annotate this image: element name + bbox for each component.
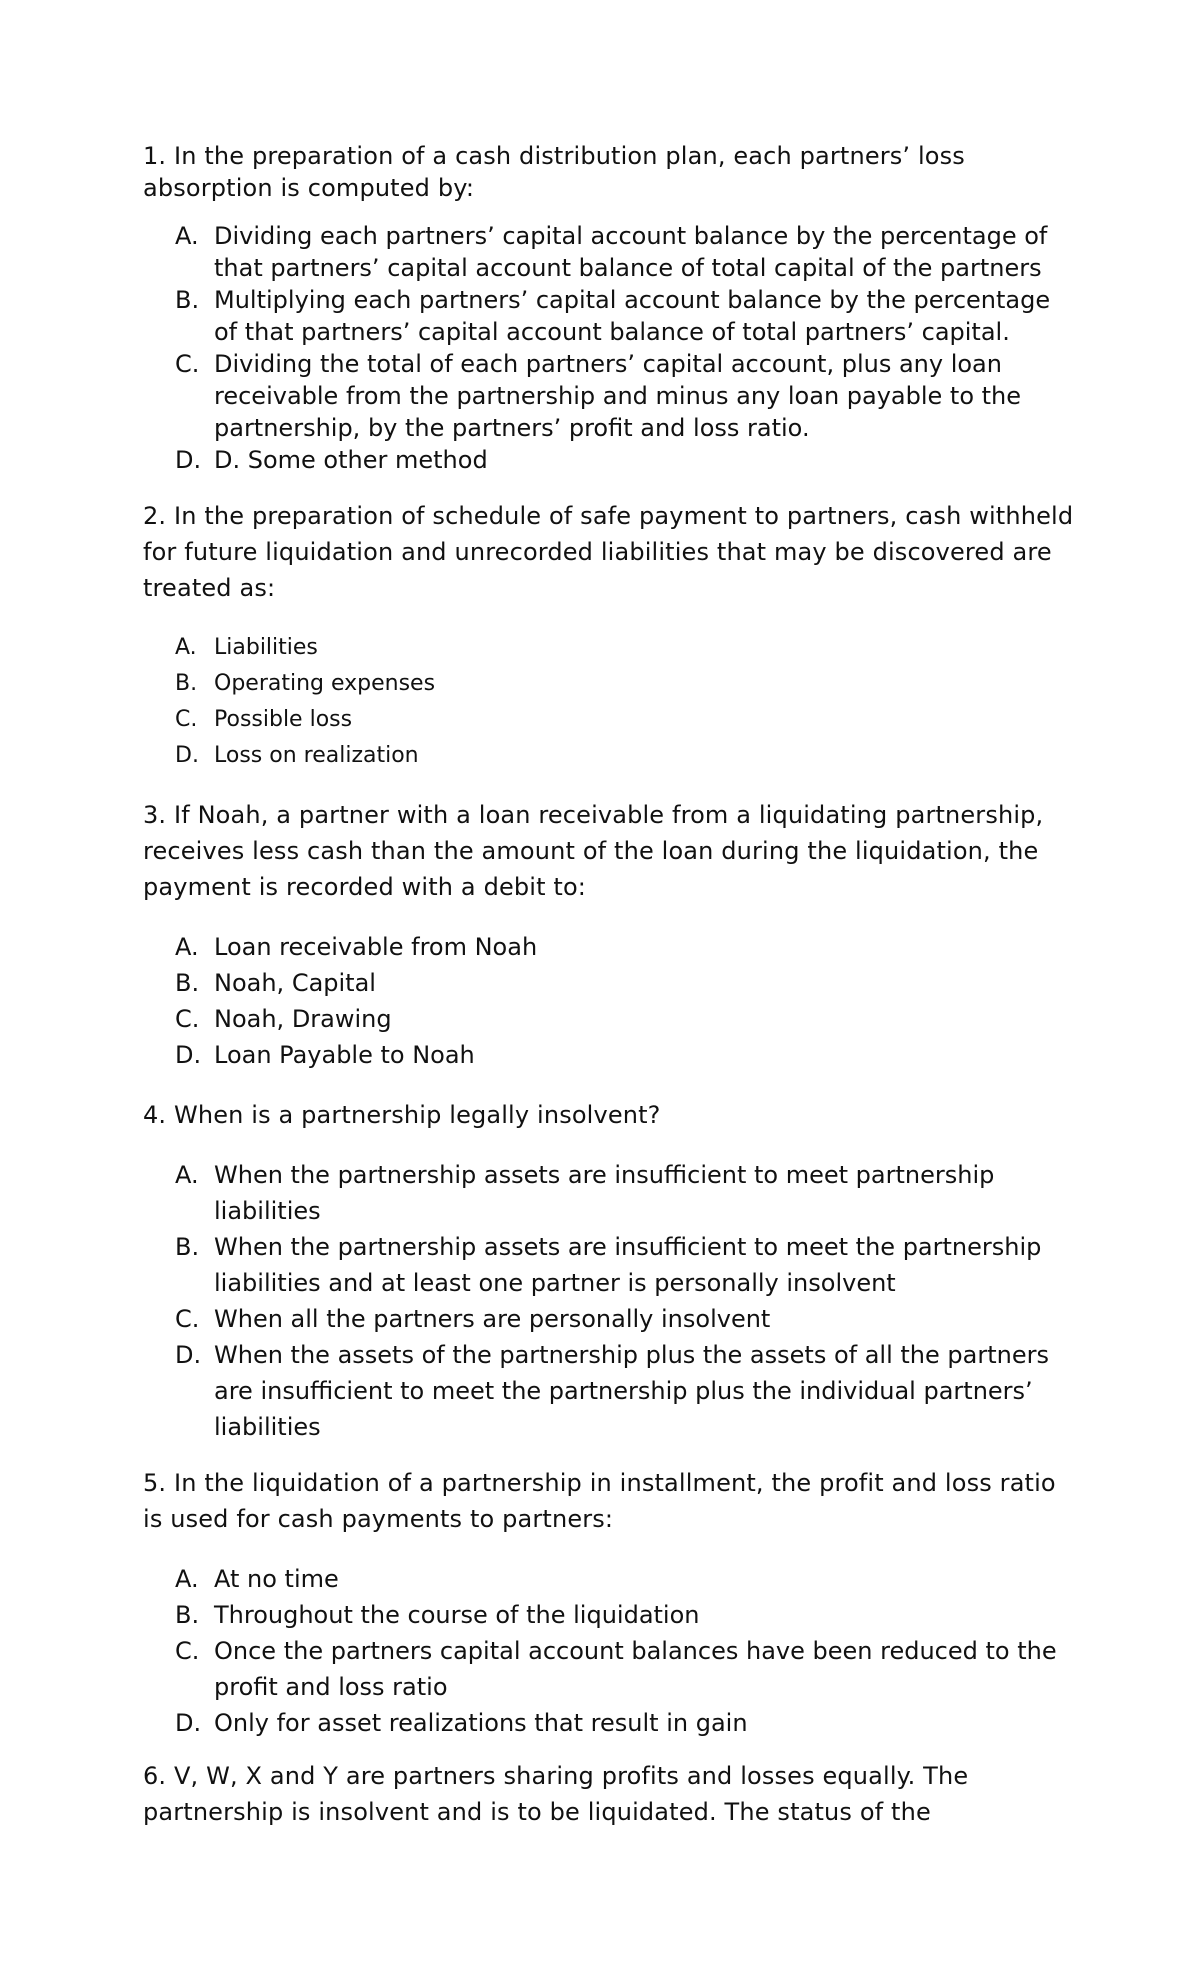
option-letter: A.: [175, 1565, 199, 1593]
option-text: Operating expenses: [214, 671, 436, 696]
option-text: D. Some other method: [214, 446, 488, 474]
option-letter: C.: [175, 1305, 200, 1333]
option-text: At no time: [214, 1565, 339, 1593]
option-text: Loan receivable from Noah: [214, 933, 538, 961]
question-2-option-a: [175, 630, 1080, 666]
option-letter: B.: [175, 1233, 200, 1261]
option-letter: C.: [175, 350, 200, 378]
question-6-text: 6. V, W, X and Y are partners sharing profits and losses equally. The partnership is insolvent and is to be liquidated. The status of the: [143, 1762, 969, 1826]
option-letter: D.: [175, 1709, 202, 1737]
question-5-option-b: [175, 1597, 1080, 1633]
question-1-option-d: [175, 444, 1080, 476]
option-text: When all the partners are personally insolvent: [214, 1305, 771, 1333]
option-letter: B.: [175, 286, 200, 314]
option-text: Noah, Drawing: [214, 1005, 392, 1033]
option-letter: C.: [175, 1637, 200, 1665]
question-5-option-c: [175, 1633, 1080, 1705]
option-letter: A.: [175, 933, 199, 961]
option-text: Noah, Capital: [214, 969, 376, 997]
question-1-option-a: [175, 220, 1080, 284]
question-3-option-c: [175, 1001, 1080, 1037]
option-letter: B.: [175, 969, 200, 997]
question-1-option-b: [175, 284, 1080, 348]
question-2-options: [175, 630, 1080, 774]
question-3-option-d: [175, 1037, 1080, 1073]
question-2-option-d: [175, 738, 1080, 774]
question-4-option-c: [175, 1301, 1080, 1337]
option-letter: A.: [175, 222, 199, 250]
option-letter: C.: [175, 707, 198, 732]
question-2-text: 2. In the preparation of schedule of safe payment to partners, cash withheld for future liquidation and unrecorded liabilities that may be discovered are treated as:: [143, 502, 1074, 602]
option-letter: D.: [175, 1341, 202, 1369]
question-3-text: 3. If Noah, a partner with a loan receivable from a liquidating partnership, receives less cash than the amount of the loan during the liquidation, the payment is recorded with a debit to:: [143, 801, 1044, 901]
option-text: When the assets of the partnership plus the assets of all the partners are insufficient to meet the partnership plus the individual partners’ liabilities: [214, 1341, 1049, 1441]
question-2-option-b: [175, 666, 1080, 702]
option-text: Possible loss: [214, 707, 353, 732]
option-letter: A.: [175, 1161, 199, 1189]
question-2-option-c: [175, 702, 1080, 738]
question-4-text: 4. When is a partnership legally insolvent?: [143, 1101, 661, 1129]
option-letter: B.: [175, 1601, 200, 1629]
question-5-options: [175, 1561, 1080, 1741]
question-5-option-d: [175, 1705, 1080, 1741]
option-text: When the partnership assets are insufficient to meet the partnership liabilities and at least one partner is personally insolvent: [214, 1233, 1042, 1297]
option-text: When the partnership assets are insufficient to meet partnership liabilities: [214, 1161, 995, 1225]
option-letter: D.: [175, 446, 202, 474]
question-1-text: 1. In the preparation of a cash distribution plan, each partners’ loss absorption is computed by:: [143, 142, 965, 202]
question-5-text: 5. In the liquidation of a partnership in installment, the profit and loss ratio is used for cash payments to partners:: [143, 1469, 1056, 1533]
question-4-option-d: [175, 1337, 1080, 1445]
option-text: Throughout the course of the liquidation: [214, 1601, 700, 1629]
question-4-option-b: [175, 1229, 1080, 1301]
question-3-option-b: [175, 965, 1080, 1001]
option-letter: D.: [175, 1041, 202, 1069]
question-4-options: [175, 1157, 1080, 1445]
option-letter: B.: [175, 671, 198, 696]
question-1-options: [175, 220, 1080, 476]
question-5-option-a: [175, 1561, 1080, 1597]
question-4-option-a: [175, 1157, 1080, 1229]
option-letter: A.: [175, 635, 197, 660]
option-text: Dividing the total of each partners’ capital account, plus any loan receivable from the partnership and minus any loan payable to the partnership, by the partners’ profit and loss ratio.: [214, 350, 1022, 442]
option-text: Loan Payable to Noah: [214, 1041, 475, 1069]
option-letter: D.: [175, 743, 199, 768]
option-text: Dividing each partners’ capital account balance by the percentage of that partners’ capital account balance of total capital of the partners: [214, 222, 1048, 282]
option-text: Only for asset realizations that result in gain: [214, 1709, 748, 1737]
question-1-option-c: [175, 348, 1080, 444]
option-letter: C.: [175, 1005, 200, 1033]
option-text: Liabilities: [214, 635, 318, 660]
question-3-option-a: [175, 929, 1080, 965]
option-text: Multiplying each partners’ capital account balance by the percentage of that partners’ capital account balance of total partners’ capital.: [214, 286, 1051, 346]
question-3-options: [175, 929, 1080, 1073]
option-text: Loss on realization: [214, 743, 419, 768]
option-text: Once the partners capital account balances have been reduced to the profit and loss ratio: [214, 1637, 1057, 1701]
